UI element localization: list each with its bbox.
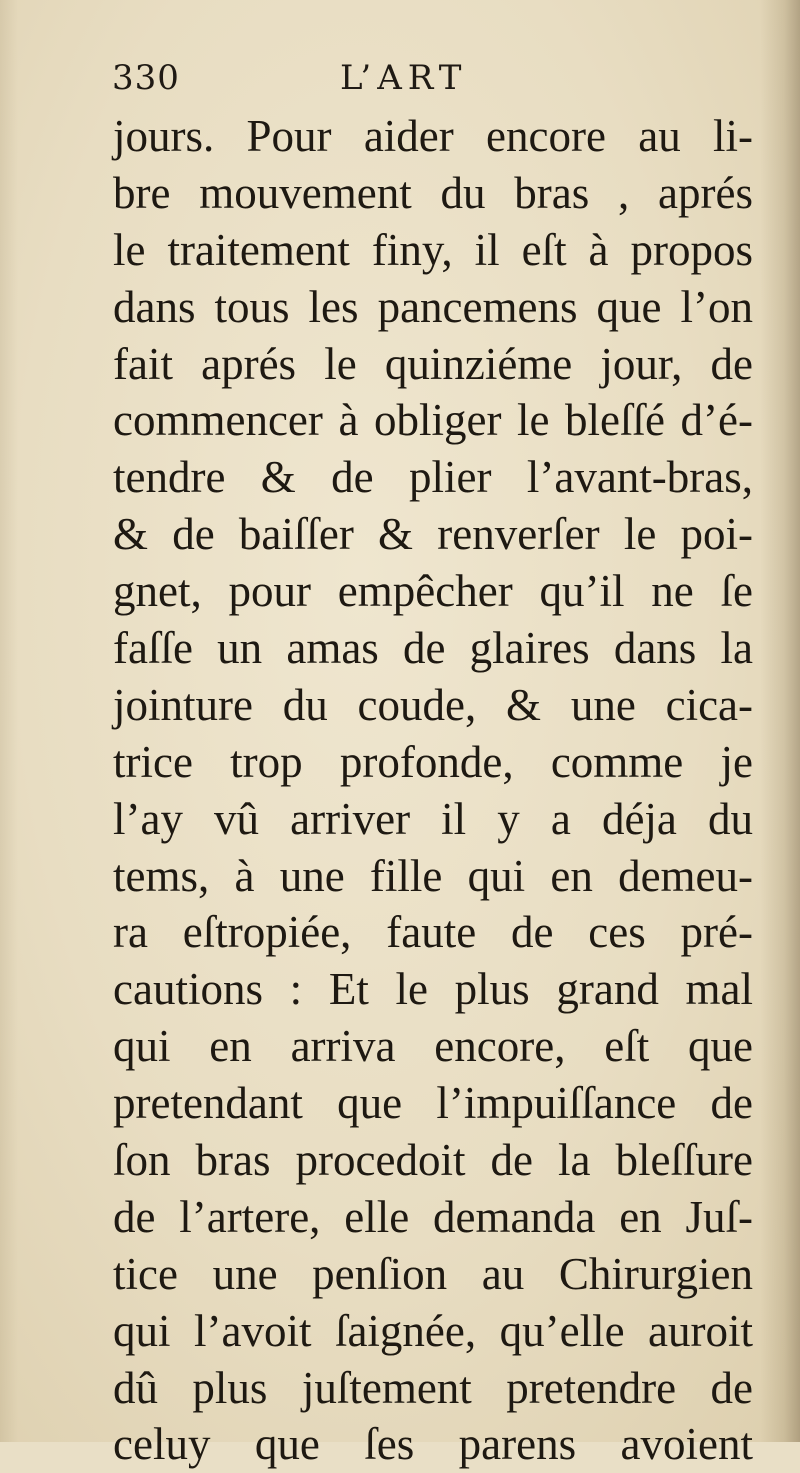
running-head: L’ART [340,58,468,98]
text-line: ſon bras procedoit de la bleſſure [113,1135,753,1186]
text-line: de l’artere, elle demanda en Juſ- [113,1191,753,1242]
text-line: pretendant que l’impuiſſance de [113,1078,753,1129]
text-line: trice trop profonde, comme je [113,736,753,787]
text-line: & de baiſſer & renverſer le poi- [113,509,753,560]
text-line: dû plus juſtement pretendre de [113,1362,753,1413]
text-line: tice une penſion au Chirurgien [113,1248,753,1299]
text-line: tems, à une fille qui en demeu- [113,850,753,901]
text-line: gnet, pour empêcher qu’il ne ſe [113,566,753,617]
text-line: bre mouvement du bras , aprés [113,167,753,218]
text-line: le traitement finy, il eſt à propos [113,224,753,275]
text-line: qui l’avoit ſaignée, qu’elle auroit [113,1305,753,1356]
text-line: ra eſtropiée, faute de ces pré- [113,907,753,958]
text-line: commencer à obliger le bleſſé d’é- [113,395,753,446]
text-line: dans tous les pancemens que l’on [113,281,753,332]
text-line: jours. Pour aider encore au li- [113,111,753,161]
text-line: fait aprés le quinziéme jour, de [113,338,753,389]
text-line: l’ay vû arriver il y a déja du [113,793,753,844]
text-line: celuy que ſes parens avoient [113,1419,753,1470]
text-line: jointure du coude, & une cica- [113,679,753,730]
text-line: tendre & de plier l’avant-bras, [113,452,753,503]
page-edge-shadow [760,0,800,1442]
page-number: 330 [112,58,180,98]
body-text [113,108,753,1473]
page-header [112,52,632,102]
text-line: qui en arriva encore, eſt que [113,1021,753,1072]
text-line: faſſe un amas de glaires dans la [113,623,753,674]
text-line: cautions : Et le plus grand mal [113,964,753,1015]
page-gutter-shadow [0,0,18,1442]
